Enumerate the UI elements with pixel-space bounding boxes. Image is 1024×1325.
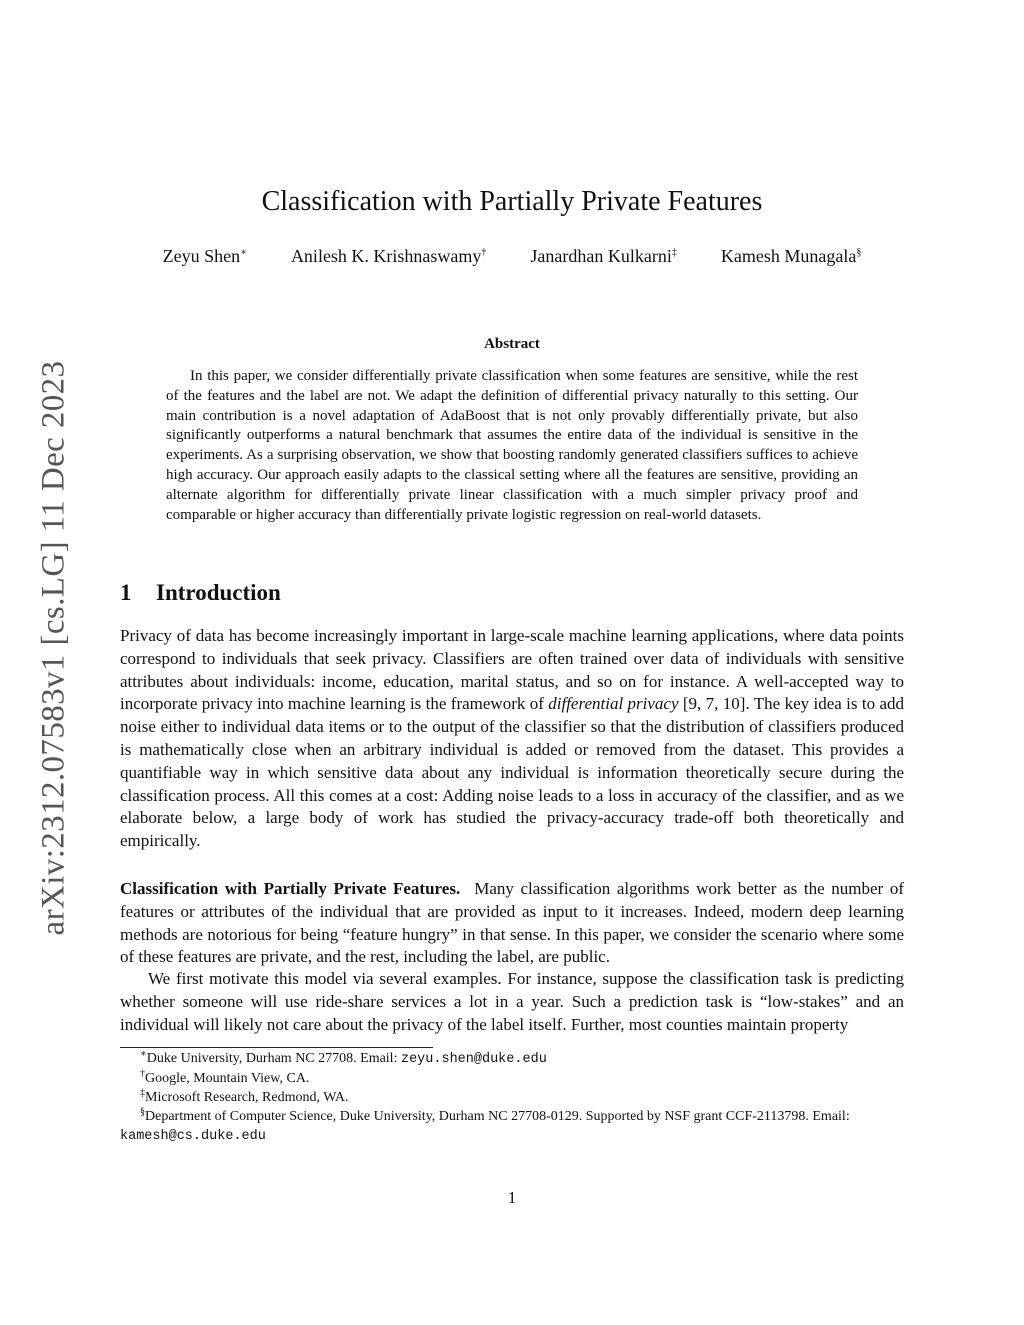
footnote-text: Department of Computer Science, Duke University, Durham NC 27708-0129. Supported by NSF grant CCF-2113798. Email: [145,1109,850,1124]
arxiv-identifier-stamp: arXiv:2312.07583v1 [cs.LG] 11 Dec 2023 [35,360,72,936]
intro-paragraph [120,968,904,1036]
paragraph-text: Many classification algorithms work better as the number of features or attributes of the individual that are provided as input to it increases. Indeed, modern deep learning methods are notorious for being “feature hungry” in that sense. In this paper, we consider the scenario where some of these features are private, and the rest, including the label, are public. [120,879,904,967]
author-name: Kamesh Munagala [720,246,857,266]
paragraph-text: We first motivate this model via several examples. For instance, suppose the classification task is predicting whether someone will use ride-share services a lot in a year. Such a prediction task is “low-stakes” and an individual will likely not care about the privacy of the label itself. Further, most counties maintain property [120,969,904,1034]
author-name: Anilesh K. Krishnaswamy [290,246,482,266]
author-name: Janardhan Kulkarni [530,246,672,266]
footnote [120,1107,904,1146]
section-heading [120,578,281,608]
footnotes [120,1049,904,1146]
footnote-mark: † [140,1068,145,1080]
author [530,243,676,269]
intro-paragraph [120,878,904,969]
footnote-text: Duke University, Durham NC 27708. Email: [146,1051,401,1066]
footnote-separator [120,1047,433,1048]
footnote-mark: ‡ [140,1087,145,1099]
paragraph-text: Privacy of data has become increasingly important in large-scale machine learning applications, where data points correspond to individuals that seek privacy. Classifiers are often trained over data of individuals with sensitive attributes about individuals: income, education, marital status, and so on for instance. A well-accepted way to incorporate privacy into machine learning is the framework of [120,626,904,714]
footnote [120,1069,904,1088]
footnote-text: Microsoft Research, Redmond, WA. [145,1090,349,1105]
author-affiliation-mark: ∗ [240,247,247,258]
footnote [120,1088,904,1107]
author [721,243,861,269]
author-affiliation-mark: § [856,247,862,258]
author-affiliation-mark: † [481,247,487,258]
section-number: 1 [120,580,132,605]
section-title: Introduction [156,580,281,605]
run-in-heading: Classification with Partially Private Features. [120,879,461,898]
abstract-heading: Abstract [484,336,540,352]
author-name: Zeyu Shen [162,246,241,266]
footnote-mark: ∗ [140,1048,147,1060]
author [163,243,247,269]
author [291,243,486,269]
intro-paragraph [120,625,904,853]
paragraph-text: [9, 7, 10]. The key idea is to add noise either to individual data items or to the output of the classifier so that the distribution of classifiers produced is mathematically close when an arbitrary individual is added or removed from the dataset. This provides a quantifiable way in which sensitive data about any individual is information theoretically secure during the classification process. All this comes at a cost: Adding noise leads to a loss in accuracy of the classifier, and as we elaborate below, a large body of work has studied the privacy-accuracy trade-off both theoretically and empirically. [120,694,905,851]
author-list [120,243,904,269]
email-link[interactable]: kamesh@cs.duke.edu [120,1129,266,1144]
footnote-mark: § [140,1106,145,1118]
author-affiliation-mark: ‡ [671,247,677,258]
footnote [120,1049,904,1069]
email-link[interactable]: zeyu.shen@duke.edu [400,1052,547,1067]
footnote-text: Google, Mountain View, CA. [145,1071,310,1086]
abstract-text: In this paper, we consider differentially private classification when some features are sensitive, while the rest of the features and the label are not. We adapt the definition of differential privacy naturally to this setting. Our main contribution is a novel adaptation of AdaBoost that is not only provably differentially private, but also significantly outperforms a natural benchmark that assumes the entire data of the individual is sensitive in the experiments. As a surprising observation, we show that boosting randomly generated classifiers suffices to achieve high accuracy. Our approach easily adapts to the classical setting where all the features are sensitive, providing an alternate algorithm for differentially private linear classification with a much simpler privacy proof and comparable or higher accuracy than differentially private logistic regression on real-world datasets. [166,368,858,523]
paper-title: Classification with Partially Private Features [261,186,763,217]
emphasized-term: differential privacy [548,694,679,714]
page-number: 1 [507,1188,517,1207]
